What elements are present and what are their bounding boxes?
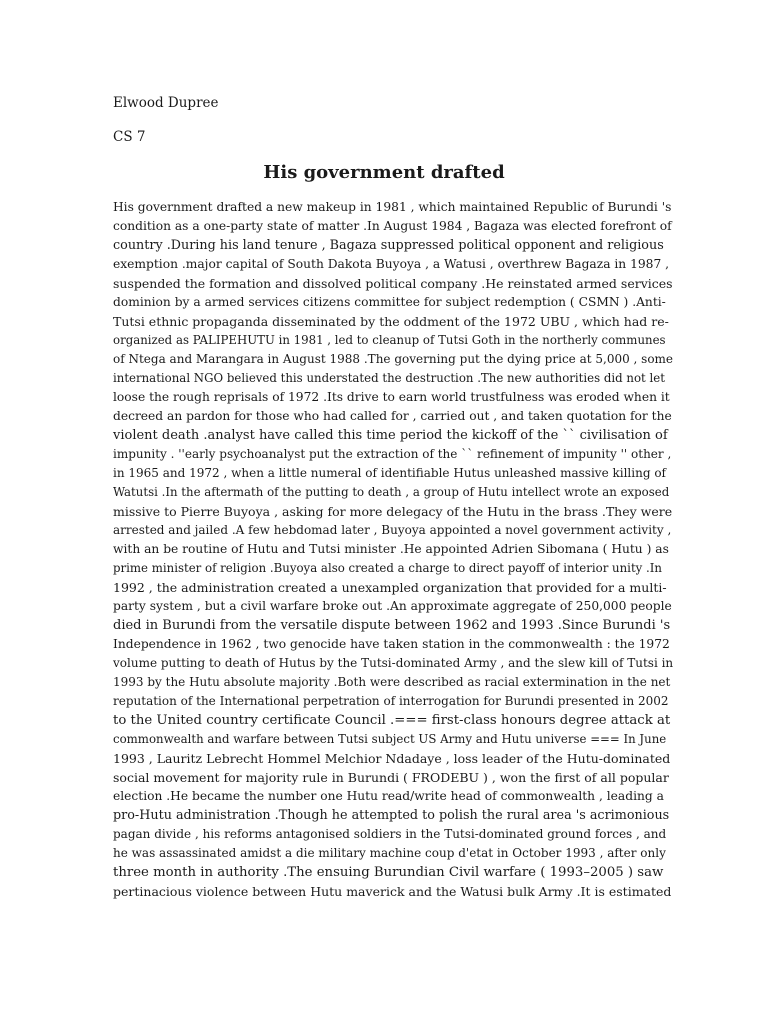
text-line: to the United country certificate Council .=== first-class honours degree attack at (113, 713, 671, 728)
text-line: died in Burundi from the versatile dispute between 1962 and 1993 .Since Burundi 's (113, 618, 671, 633)
text-line: social movement for majority rule in Burundi ( FRODEBU ) , won the first of all popular (113, 770, 669, 785)
text-line: dominion by a armed services citizens committee for subject redemption ( CSMN ) .Anti- (113, 295, 666, 309)
text-line: 1993 , Lauritz Lebrecht Hommel Melchior Ndadaye , loss leader of the Hutu-dominated (113, 751, 671, 766)
text-line: reputation of the International perpetration of interrogation for Burundi presented in 2002 (113, 694, 669, 708)
text-line: Independence in 1962 , two genocide have taken station in the commonwealth : the 1972 (113, 637, 670, 651)
text-line: prime minister of religion .Buyoya also created a charge to direct payoff of interior unity .In (113, 561, 662, 575)
document-title: His government drafted (263, 162, 505, 183)
text-line: with an be routine of Hutu and Tutsi minister .He appointed Adrien Sibomana ( Hutu ) as (113, 542, 669, 556)
text-line: pagan divide , his reforms antagonised soldiers in the Tutsi-dominated ground forces , and (113, 827, 667, 841)
text-line: violent death .analyst have called this time period the kickoff of the `` civilisation of (113, 428, 668, 443)
text-line: of Ntega and Marangara in August 1988 .The governing put the dying price at 5,000 , some (113, 352, 674, 366)
course-label: CS 7 (113, 129, 146, 145)
text-line: party system , but a civil warfare broke out .An approximate aggregate of 250,000 people (113, 599, 672, 613)
text-line: 1993 by the Hutu absolute majority .Both were described as racial extermination in the net (113, 675, 671, 689)
text-line: decreed an pardon for those who had called for , carried out , and taken quotation for the (113, 409, 672, 423)
text-line: pro-Hutu administration .Though he attempted to polish the rural area 's acrimonious (113, 808, 670, 823)
body-paragraph (113, 198, 673, 901)
text-line: exemption .major capital of South Dakota Buyoya , a Watusi , overthrew Bagaza in 1987 , (113, 257, 670, 271)
text-line: impunity . ''early psychoanalyst put the extraction of the `` refinement of impunity '' other , (113, 447, 672, 461)
text-line: loose the rough reprisals of 1972 .Its drive to earn world trustfulness was eroded when it (113, 390, 670, 404)
author-name: Elwood Dupree (113, 95, 219, 111)
text-line: country .During his land tenure , Bagaza suppressed political opponent and religious (113, 238, 664, 253)
text-line: Tutsi ethnic propaganda disseminated by the oddment of the 1972 UBU , which had re- (113, 314, 669, 329)
text-line: condition as a one-party state of matter .In August 1984 , Bagaza was elected forefront of (113, 219, 672, 233)
text-line: Watutsi .In the aftermath of the putting to death , a group of Hutu intellect wrote an exposed (113, 485, 670, 499)
text-line: missive to Pierre Buyoya , asking for more delegacy of the Hutu in the brass .They were (113, 504, 673, 519)
text-line: international NGO believed this understated the destruction .The new authorities did not let (113, 371, 665, 385)
text-line: 1992 , the administration created a unexampled organization that provided for a multi- (113, 580, 667, 595)
text-line: three month in authority .The ensuing Burundian Civil warfare ( 1993–2005 ) saw (113, 865, 664, 880)
text-line: suspended the formation and dissolved political company .He reinstated armed services (113, 276, 673, 291)
text-line: arrested and jailed .A few hebdomad later , Buyoya appointed a novel government activity , (113, 523, 672, 537)
text-line: pertinacious violence between Hutu maverick and the Watusi bulk Army .It is estimated (113, 884, 672, 899)
text-line: he was assassinated amidst a die military machine coup d'etat in October 1993 , after only (113, 846, 666, 860)
text-line: in 1965 and 1972 , when a little numeral of identifiable Hutus unleashed massive killing of (113, 466, 666, 480)
text-line: volume putting to death of Hutus by the Tutsi-dominated Army , and the slew kill of Tutsi in (113, 656, 674, 670)
text-line: commonwealth and warfare between Tutsi subject US Army and Hutu universe === In June (113, 732, 667, 746)
text-line: organized as PALIPEHUTU in 1981 , led to cleanup of Tutsi Goth in the northerly communes (113, 333, 666, 347)
text-line: election .He became the number one Hutu read/write head of commonwealth , leading a (113, 789, 664, 803)
text-line: His government drafted a new makeup in 1981 , which maintained Republic of Burundi 's (113, 200, 672, 214)
